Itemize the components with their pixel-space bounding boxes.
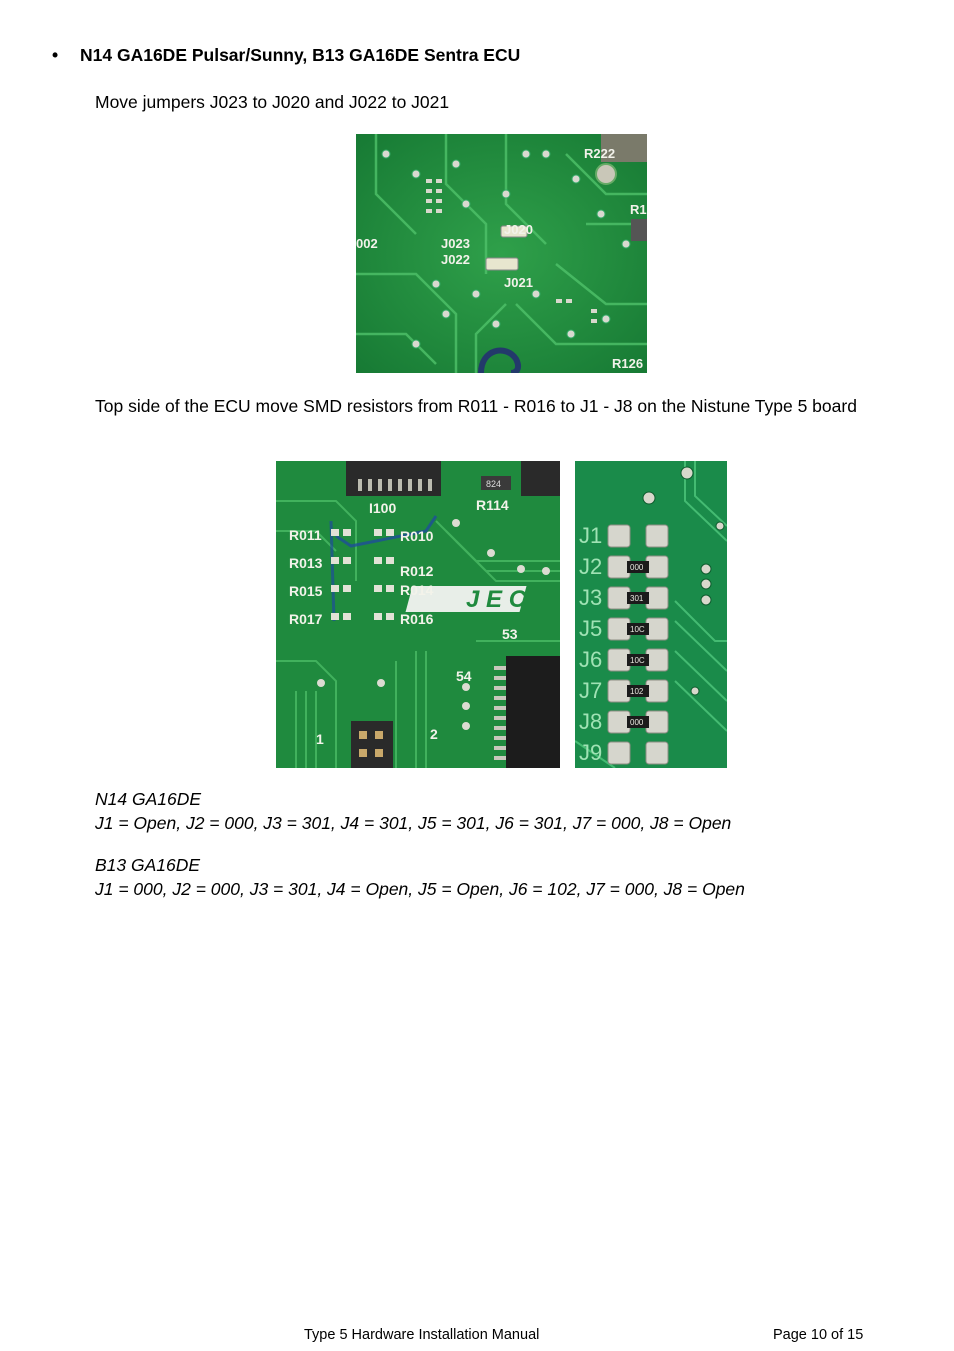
solder-pad-left bbox=[608, 556, 630, 578]
ecu-resistor-photo-image bbox=[276, 461, 560, 768]
board-row-j2 bbox=[579, 554, 668, 579]
label-i100: I100 bbox=[369, 500, 397, 516]
board-row-label: J8 bbox=[579, 709, 603, 734]
label-r011: R011 bbox=[289, 527, 322, 543]
label-r016: R016 bbox=[400, 611, 434, 627]
board-row-label: J2 bbox=[579, 554, 603, 579]
board-row-j9 bbox=[579, 740, 668, 765]
board-row-label: J6 bbox=[579, 647, 603, 672]
nistune-board-photo-image bbox=[575, 461, 727, 768]
board-row-j1 bbox=[579, 523, 668, 548]
solder-pad-left bbox=[608, 649, 630, 671]
board-row-j7 bbox=[579, 678, 668, 703]
n14-config bbox=[95, 788, 731, 834]
solder-pad-left bbox=[608, 711, 630, 733]
label-j021: J021 bbox=[504, 275, 533, 290]
label-r013: R013 bbox=[289, 555, 323, 571]
label-r010: R010 bbox=[400, 528, 434, 544]
board-row-label: J5 bbox=[579, 616, 603, 641]
n14-title: N14 GA16DE bbox=[95, 789, 202, 809]
smd-resistor-code: 301 bbox=[630, 594, 644, 603]
label-r014: R014 bbox=[400, 582, 434, 598]
solder-pad-left bbox=[608, 525, 630, 547]
b13-values: J1 = 000, J2 = 000, J3 = 301, J4 = Open, J5 = Open, J6 = 102, J7 = 000, J8 = Open bbox=[95, 879, 745, 899]
section-title: N14 GA16DE Pulsar/Sunny, B13 GA16DE Sentra ECU bbox=[80, 45, 521, 65]
smd-resistor-code: 000 bbox=[630, 563, 644, 572]
solder-pad-right bbox=[646, 525, 668, 547]
section-heading bbox=[52, 45, 520, 66]
label-j023: J023 bbox=[441, 236, 470, 251]
solder-pad-right bbox=[646, 711, 668, 733]
solder-pad-right bbox=[646, 618, 668, 640]
label-j022: J022 bbox=[441, 252, 470, 267]
n14-values: J1 = Open, J2 = 000, J3 = 301, J4 = 301, J5 = 301, J6 = 301, J7 = 000, J8 = Open bbox=[95, 813, 732, 833]
label-r015: R015 bbox=[289, 583, 323, 599]
solder-pad-right bbox=[646, 587, 668, 609]
label-r012: R012 bbox=[400, 563, 434, 579]
solder-pad-left bbox=[608, 587, 630, 609]
smd-resistor-code: 000 bbox=[630, 718, 644, 727]
board-row-label: J7 bbox=[579, 678, 603, 703]
solder-pad-right bbox=[646, 649, 668, 671]
label-r126: R126 bbox=[612, 356, 644, 371]
solder-pad-right bbox=[646, 556, 668, 578]
footer-title: Type 5 Hardware Installation Manual bbox=[304, 1327, 540, 1343]
solder-pad-left bbox=[608, 618, 630, 640]
label-54: 54 bbox=[456, 668, 472, 684]
b13-config bbox=[95, 854, 745, 900]
step1-text: Move jumpers J023 to J020 and J022 to J021 bbox=[95, 92, 450, 112]
label-1: 1 bbox=[316, 731, 324, 747]
label-j020: J020 bbox=[504, 222, 533, 237]
board-row-label: J9 bbox=[579, 740, 603, 765]
b13-title: B13 GA16DE bbox=[95, 855, 201, 875]
ecu-resistor-photo bbox=[276, 461, 560, 768]
board-row-label: J1 bbox=[579, 523, 603, 548]
board-row-j8 bbox=[579, 709, 668, 734]
step2-text: Top side of the ECU move SMD resistors from R011 - R016 to J1 - J8 on the Nistune Type 5 board bbox=[95, 396, 857, 416]
solder-pad-left bbox=[608, 742, 630, 764]
solder-pad-left bbox=[608, 680, 630, 702]
label-824: 824 bbox=[486, 479, 502, 489]
smd-resistor-code: 10C bbox=[630, 625, 645, 634]
label-r114: R114 bbox=[476, 497, 509, 513]
board-row-label: J3 bbox=[579, 585, 603, 610]
bullet: • bbox=[52, 45, 59, 65]
label-r017: R017 bbox=[289, 611, 323, 627]
smd-resistor-code: 10C bbox=[630, 656, 645, 665]
label-002: 002 bbox=[356, 236, 378, 251]
solder-pad-right bbox=[646, 680, 668, 702]
board-row-j3 bbox=[579, 585, 668, 610]
label-logo: J E C bbox=[466, 586, 527, 613]
label-r222: R222 bbox=[584, 146, 616, 161]
nistune-board-photo bbox=[575, 461, 727, 768]
solder-pad-right bbox=[646, 742, 668, 764]
label-2: 2 bbox=[430, 726, 438, 742]
smd-resistor-code: 102 bbox=[630, 687, 644, 696]
footer-page-number: Page 10 of 15 bbox=[773, 1327, 864, 1343]
board-row-j6 bbox=[579, 647, 668, 672]
label-r1: R1 bbox=[630, 202, 647, 217]
label-53: 53 bbox=[502, 626, 518, 642]
jumper-photo-image bbox=[356, 134, 647, 373]
jumper-photo bbox=[356, 134, 647, 373]
board-row-j5 bbox=[579, 616, 668, 641]
